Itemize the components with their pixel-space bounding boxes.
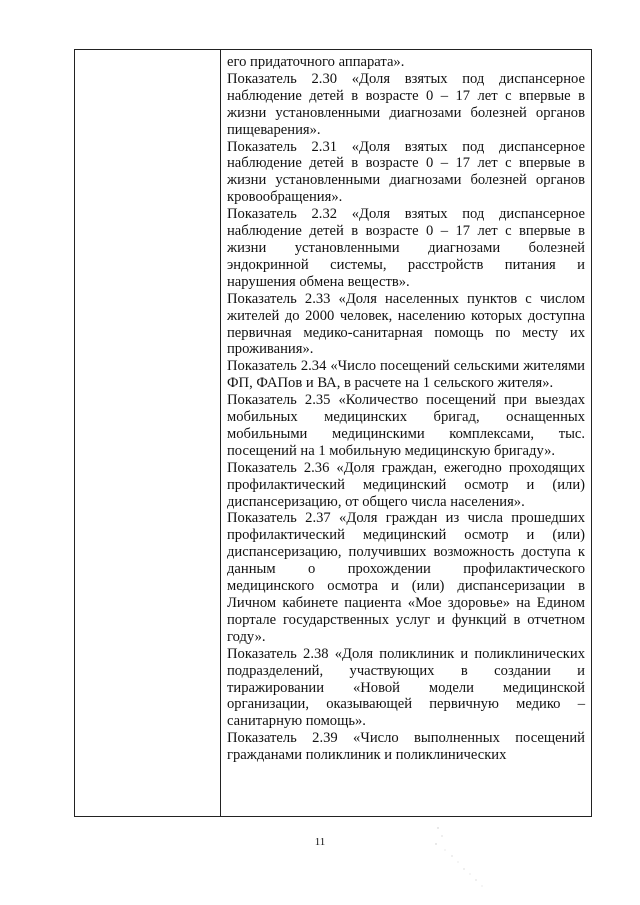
indicator-2-31: Показатель 2.31 «Доля взятых под диспансерное наблюдение детей в возрасте 0 – 17 лет с впервые в жизни установленными диагнозами болезней органов кровообращения». [227,138,585,206]
table-left-column [75,50,221,816]
indicator-2-33: Показатель 2.33 «Доля населенных пунктов с числом жителей до 2000 человек, населению которых доступна первичная медико-санитарная помощь по месту их проживания». [227,290,585,358]
indicator-2-37: Показатель 2.37 «Доля граждан из числа прошедших профилактический медицинский осмотр и (или) диспансеризацию, получивших возможность доступа к данным о прохождении профилактического медицинского осмотра и (или) диспансеризации в Личном кабинете пациента «Мое здоровье» на Едином портале государственных услуг и функций в отчетном году». [227,510,585,645]
indicator-2-38: Показатель 2.38 «Доля поликлиник и поликлинических подразделений, участвующих в создании и тиражировании «Новой модели медицинской организации, оказывающей первичную медико – санитарную помощь». [227,645,585,730]
paragraph-continuation: его придаточного аппарата». [227,54,405,70]
indicator-2-34: Показатель 2.34 «Число посещений сельскими жителями ФП, ФАПов и ВА, в расчете на 1 сельского жителя». [227,358,585,392]
scan-artifact [430,822,490,892]
indicator-2-39: Показатель 2.39 «Число выполненных посещений гражданами поликлиник и поликлинических [227,730,585,764]
page-number: 11 [314,836,326,848]
table-right-column [221,50,591,816]
indicator-2-36: Показатель 2.36 «Доля граждан, ежегодно проходящих профилактический медицинский осмотр и (или) диспансеризацию, от общего числа населения». [227,459,585,510]
indicator-2-35: Показатель 2.35 «Количество посещений при выездах мобильных медицинских бригад, оснащенных мобильными медицинскими комплексами, тыс. посещений на 1 мобильную медицинскую бригаду». [227,392,585,459]
indicator-2-30: Показатель 2.30 «Доля взятых под диспансерное наблюдение детей в возрасте 0 – 17 лет с впервые в жизни установленными диагнозами болезней органов пищеварения». [227,70,585,138]
indicator-2-32: Показатель 2.32 «Доля взятых под диспансерное наблюдение детей в возрасте 0 – 17 лет с впервые в жизни установленными диагнозами болезней эндокринной системы, расстройств питания и нарушения обмена веществ». [227,206,585,290]
content-table [74,49,592,817]
